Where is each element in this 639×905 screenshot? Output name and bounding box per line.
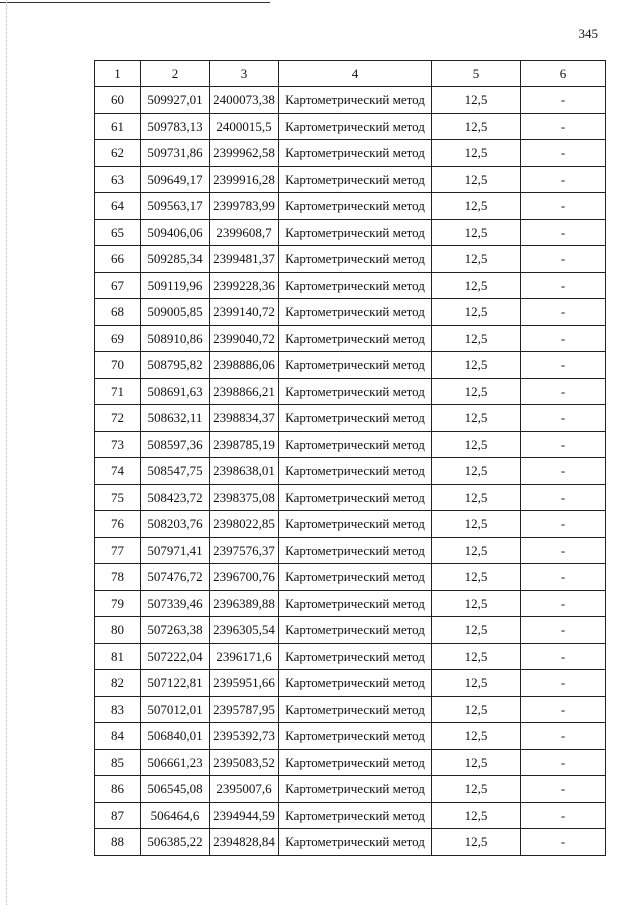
- table-cell: 63: [95, 166, 141, 193]
- table-cell: -: [521, 87, 606, 114]
- table-row: [95, 140, 606, 167]
- table-header-row: [95, 61, 606, 87]
- table-cell: 12,5: [432, 511, 521, 538]
- table-cell: 12,5: [432, 802, 521, 829]
- table-cell: 508691,63: [141, 378, 210, 405]
- table-cell: 61: [95, 113, 141, 140]
- table-cell: 84: [95, 723, 141, 750]
- table-cell: 2398834,37: [210, 405, 279, 432]
- table-cell: 2399608,7: [210, 219, 279, 246]
- table-row: [95, 87, 606, 114]
- page-number: 345: [578, 26, 598, 41]
- table-cell: 509005,85: [141, 299, 210, 326]
- table-cell: Картометрический метод: [279, 723, 432, 750]
- table-cell: 2398866,21: [210, 378, 279, 405]
- table-cell: -: [521, 723, 606, 750]
- table-cell: 12,5: [432, 272, 521, 299]
- table-cell: 73: [95, 431, 141, 458]
- table-cell: 2395007,6: [210, 776, 279, 803]
- table-row: [95, 246, 606, 273]
- table-cell: 508795,82: [141, 352, 210, 379]
- table-cell: 12,5: [432, 723, 521, 750]
- table-row: [95, 829, 606, 856]
- table-row: [95, 776, 606, 803]
- table-cell: 2396700,76: [210, 564, 279, 591]
- table-row: [95, 484, 606, 511]
- table-cell: 65: [95, 219, 141, 246]
- table-cell: -: [521, 511, 606, 538]
- table-cell: Картометрический метод: [279, 696, 432, 723]
- table-cell: -: [521, 113, 606, 140]
- table-cell: -: [521, 802, 606, 829]
- table-cell: 507339,46: [141, 590, 210, 617]
- table-cell: 12,5: [432, 378, 521, 405]
- table-cell: -: [521, 378, 606, 405]
- table-row: [95, 643, 606, 670]
- table-cell: Картометрический метод: [279, 617, 432, 644]
- table-cell: Картометрический метод: [279, 87, 432, 114]
- table-cell: 2397576,37: [210, 537, 279, 564]
- table-cell: Картометрический метод: [279, 219, 432, 246]
- table-cell: 60: [95, 87, 141, 114]
- table-row: [95, 802, 606, 829]
- table-cell: 66: [95, 246, 141, 273]
- table-cell: 2396171,6: [210, 643, 279, 670]
- table-cell: 508597,36: [141, 431, 210, 458]
- table-cell: Картометрический метод: [279, 564, 432, 591]
- table-cell: Картометрический метод: [279, 378, 432, 405]
- header-cell: 3: [210, 61, 279, 87]
- table-cell: Картометрический метод: [279, 643, 432, 670]
- table-cell: Картометрический метод: [279, 776, 432, 803]
- table-row: [95, 166, 606, 193]
- table-cell: -: [521, 590, 606, 617]
- table-cell: 506464,6: [141, 802, 210, 829]
- table-cell: 508910,86: [141, 325, 210, 352]
- table-cell: 78: [95, 564, 141, 591]
- table-cell: 507476,72: [141, 564, 210, 591]
- table-cell: -: [521, 458, 606, 485]
- table-row: [95, 405, 606, 432]
- table-cell: 2395787,95: [210, 696, 279, 723]
- table-cell: 75: [95, 484, 141, 511]
- left-margin-rule: [6, 0, 7, 905]
- table-cell: 12,5: [432, 590, 521, 617]
- table-cell: Картометрический метод: [279, 511, 432, 538]
- table-cell: 12,5: [432, 564, 521, 591]
- header-cell: 1: [95, 61, 141, 87]
- table-cell: -: [521, 696, 606, 723]
- table-cell: 67: [95, 272, 141, 299]
- table-cell: -: [521, 272, 606, 299]
- table-cell: 12,5: [432, 405, 521, 432]
- header-cell: 6: [521, 61, 606, 87]
- table-cell: 76: [95, 511, 141, 538]
- table-cell: 79: [95, 590, 141, 617]
- table-cell: 2394944,59: [210, 802, 279, 829]
- table-row: [95, 193, 606, 220]
- table-cell: Картометрический метод: [279, 325, 432, 352]
- table-cell: Картометрический метод: [279, 537, 432, 564]
- table-row: [95, 617, 606, 644]
- table-cell: 506385,22: [141, 829, 210, 856]
- table-cell: 12,5: [432, 670, 521, 697]
- table-cell: 88: [95, 829, 141, 856]
- table-row: [95, 696, 606, 723]
- table-row: [95, 511, 606, 538]
- table-cell: 74: [95, 458, 141, 485]
- table-cell: 12,5: [432, 299, 521, 326]
- table-cell: 2398638,01: [210, 458, 279, 485]
- table-cell: 83: [95, 696, 141, 723]
- table-cell: Картометрический метод: [279, 405, 432, 432]
- table-row: [95, 458, 606, 485]
- table-cell: 2395083,52: [210, 749, 279, 776]
- table-cell: -: [521, 537, 606, 564]
- table-cell: 82: [95, 670, 141, 697]
- table-cell: 2396305,54: [210, 617, 279, 644]
- table-cell: 12,5: [432, 696, 521, 723]
- table-cell: -: [521, 166, 606, 193]
- table-cell: -: [521, 643, 606, 670]
- table-cell: -: [521, 405, 606, 432]
- table-cell: 12,5: [432, 87, 521, 114]
- top-rule: [0, 2, 270, 3]
- table-cell: -: [521, 193, 606, 220]
- table-cell: -: [521, 829, 606, 856]
- table-cell: -: [521, 776, 606, 803]
- table-cell: 12,5: [432, 537, 521, 564]
- table-cell: 2399962,58: [210, 140, 279, 167]
- table-cell: Картометрический метод: [279, 246, 432, 273]
- table-cell: 12,5: [432, 458, 521, 485]
- table-cell: 507263,38: [141, 617, 210, 644]
- table-cell: 506545,08: [141, 776, 210, 803]
- table-cell: Картометрический метод: [279, 458, 432, 485]
- table-cell: 509649,17: [141, 166, 210, 193]
- table-cell: 2398785,19: [210, 431, 279, 458]
- table-row: [95, 590, 606, 617]
- table-cell: 509119,96: [141, 272, 210, 299]
- table-row: [95, 537, 606, 564]
- table-row: [95, 272, 606, 299]
- table-cell: 508632,11: [141, 405, 210, 432]
- header-cell: 2: [141, 61, 210, 87]
- table-cell: 81: [95, 643, 141, 670]
- table-cell: 507122,81: [141, 670, 210, 697]
- table-cell: 2399140,72: [210, 299, 279, 326]
- table-cell: Картометрический метод: [279, 829, 432, 856]
- table-cell: 62: [95, 140, 141, 167]
- table-cell: 509563,17: [141, 193, 210, 220]
- table-cell: 506840,01: [141, 723, 210, 750]
- table-cell: -: [521, 299, 606, 326]
- table-cell: Картометрический метод: [279, 272, 432, 299]
- table-cell: -: [521, 219, 606, 246]
- table-cell: -: [521, 431, 606, 458]
- table-cell: Картометрический метод: [279, 431, 432, 458]
- table-cell: 80: [95, 617, 141, 644]
- table-cell: 508547,75: [141, 458, 210, 485]
- table-cell: 12,5: [432, 829, 521, 856]
- coordinates-table: [94, 60, 606, 856]
- table-row: [95, 325, 606, 352]
- table-cell: -: [521, 617, 606, 644]
- table-cell: 71: [95, 378, 141, 405]
- table-cell: 68: [95, 299, 141, 326]
- table-cell: 2394828,84: [210, 829, 279, 856]
- table-cell: 69: [95, 325, 141, 352]
- table-cell: 12,5: [432, 219, 521, 246]
- table-cell: 509731,86: [141, 140, 210, 167]
- table-cell: 86: [95, 776, 141, 803]
- table-row: [95, 219, 606, 246]
- table-cell: 2399916,28: [210, 166, 279, 193]
- table-cell: 2400073,38: [210, 87, 279, 114]
- table-cell: Картометрический метод: [279, 166, 432, 193]
- table-cell: 2396389,88: [210, 590, 279, 617]
- table-cell: -: [521, 140, 606, 167]
- table-cell: Картометрический метод: [279, 484, 432, 511]
- table-cell: -: [521, 246, 606, 273]
- table-cell: Картометрический метод: [279, 140, 432, 167]
- table-row: [95, 670, 606, 697]
- table-cell: -: [521, 352, 606, 379]
- table-cell: 12,5: [432, 617, 521, 644]
- table-cell: Картометрический метод: [279, 352, 432, 379]
- table-cell: 507971,41: [141, 537, 210, 564]
- table-cell: 507012,01: [141, 696, 210, 723]
- table-row: [95, 299, 606, 326]
- header-cell: 5: [432, 61, 521, 87]
- table-cell: 12,5: [432, 431, 521, 458]
- table-cell: -: [521, 749, 606, 776]
- table-cell: 2399040,72: [210, 325, 279, 352]
- table-cell: 85: [95, 749, 141, 776]
- table-cell: 2400015,5: [210, 113, 279, 140]
- table-cell: 12,5: [432, 140, 521, 167]
- table-cell: 2395951,66: [210, 670, 279, 697]
- table-cell: 2399228,36: [210, 272, 279, 299]
- table-cell: 2398886,06: [210, 352, 279, 379]
- table-cell: 2398022,85: [210, 511, 279, 538]
- table-cell: Картометрический метод: [279, 299, 432, 326]
- table-cell: 12,5: [432, 325, 521, 352]
- table-cell: 2398375,08: [210, 484, 279, 511]
- table-cell: 508423,72: [141, 484, 210, 511]
- table-cell: 12,5: [432, 166, 521, 193]
- table-cell: 509927,01: [141, 87, 210, 114]
- table-row: [95, 113, 606, 140]
- table-cell: 2395392,73: [210, 723, 279, 750]
- table-cell: 77: [95, 537, 141, 564]
- table-cell: -: [521, 325, 606, 352]
- table-row: [95, 378, 606, 405]
- table-cell: Картометрический метод: [279, 590, 432, 617]
- table-cell: 64: [95, 193, 141, 220]
- table-cell: 506661,23: [141, 749, 210, 776]
- table-row: [95, 723, 606, 750]
- table-cell: Картометрический метод: [279, 802, 432, 829]
- table-row: [95, 749, 606, 776]
- table-cell: 12,5: [432, 246, 521, 273]
- table-cell: Картометрический метод: [279, 113, 432, 140]
- table-cell: 12,5: [432, 749, 521, 776]
- table-cell: 12,5: [432, 352, 521, 379]
- table-cell: Картометрический метод: [279, 193, 432, 220]
- table-cell: 507222,04: [141, 643, 210, 670]
- table-cell: 12,5: [432, 776, 521, 803]
- table-cell: 508203,76: [141, 511, 210, 538]
- table-cell: 509783,13: [141, 113, 210, 140]
- table-cell: -: [521, 484, 606, 511]
- table-cell: 509285,34: [141, 246, 210, 273]
- table-cell: Картометрический метод: [279, 670, 432, 697]
- table-cell: 2399783,99: [210, 193, 279, 220]
- table-row: [95, 431, 606, 458]
- table-cell: 509406,06: [141, 219, 210, 246]
- table-cell: -: [521, 670, 606, 697]
- table-cell: 87: [95, 802, 141, 829]
- table-row: [95, 564, 606, 591]
- table-cell: 12,5: [432, 193, 521, 220]
- table-cell: 12,5: [432, 643, 521, 670]
- table-cell: 12,5: [432, 484, 521, 511]
- table-cell: 70: [95, 352, 141, 379]
- table-cell: -: [521, 564, 606, 591]
- table-cell: 12,5: [432, 113, 521, 140]
- table-row: [95, 352, 606, 379]
- table-cell: 72: [95, 405, 141, 432]
- table-cell: 2399481,37: [210, 246, 279, 273]
- header-cell: 4: [279, 61, 432, 87]
- table-cell: Картометрический метод: [279, 749, 432, 776]
